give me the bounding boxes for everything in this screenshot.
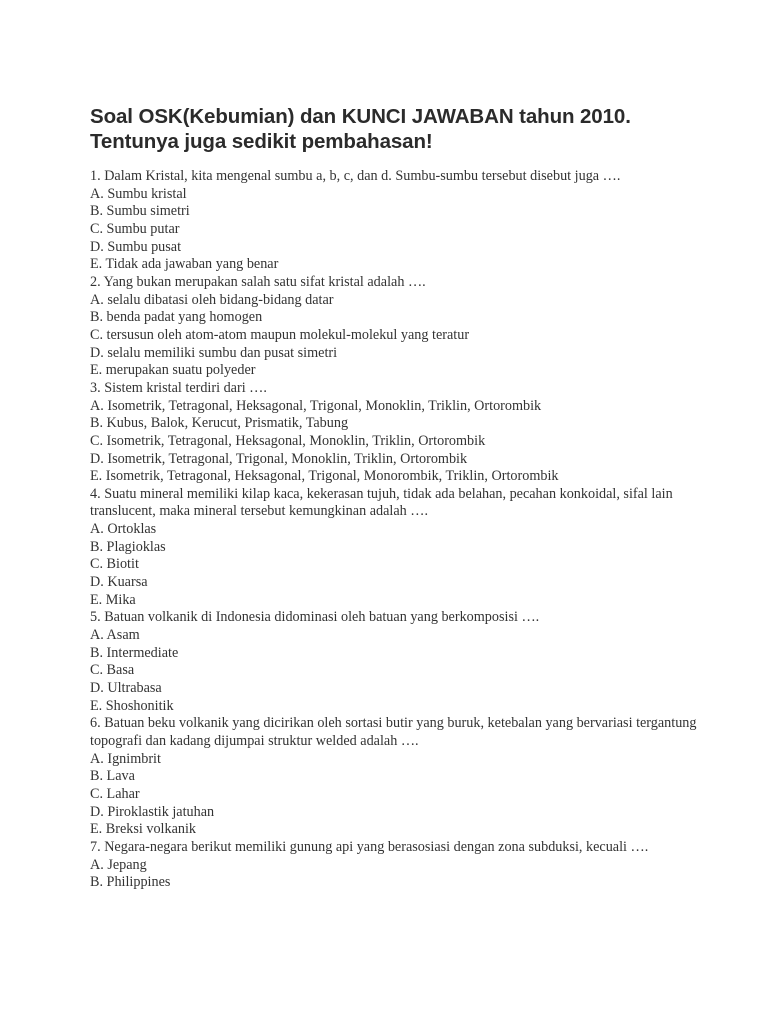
answer-option: E. Breksi volkanik (90, 821, 196, 838)
answer-options (90, 627, 728, 715)
answer-option: C. Lahar (90, 785, 140, 802)
answer-option: E. Shoshonitik (90, 697, 174, 714)
answer-option: A. Ignimbrit (90, 750, 161, 767)
question-text: 1. Dalam Kristal, kita mengenal sumbu a, b, c, dan d. Sumbu-sumbu tersebut disebut juga …. (90, 168, 621, 184)
title-line-1: Soal OSK(Kebumian) dan KUNCI JAWABAN tahun 2010. (90, 105, 631, 128)
answer-option: A. Isometrik, Tetragonal, Heksagonal, Trigonal, Monoklin, Triklin, Ortorombik (90, 397, 542, 414)
answer-option: B. Philippines (90, 874, 171, 891)
answer-option: E. Mika (90, 591, 136, 608)
question-5 (90, 609, 728, 715)
question-text: 5. Batuan volkanik di Indonesia didominasi oleh batuan yang berkomposisi …. (90, 609, 540, 626)
question-4 (90, 486, 728, 610)
answer-options (90, 398, 728, 486)
answer-option: D. Sumbu pusat (90, 238, 182, 255)
answer-options (90, 186, 728, 274)
answer-options (90, 292, 728, 380)
answer-option: B. Lava (90, 768, 135, 785)
question-7 (90, 839, 728, 892)
answer-option: C. tersusun oleh atom-atom maupun molekul-molekul yang teratur (90, 326, 470, 343)
answer-option: A. Ortoklas (90, 521, 157, 538)
question-2 (90, 274, 728, 380)
question-text: 7. Negara-negara berikut memiliki gunung api yang berasosiasi dengan zona subduksi, kecuali …. (90, 838, 649, 855)
answer-option: C. Isometrik, Tetragonal, Heksagonal, Monoklin, Triklin, Ortorombik (90, 432, 486, 449)
answer-option: C. Biotit (90, 556, 139, 573)
question-6 (90, 715, 728, 839)
question-list (90, 168, 728, 892)
answer-options (90, 751, 728, 839)
question-3 (90, 380, 728, 486)
answer-option: E. Isometrik, Tetragonal, Heksagonal, Trigonal, Monorombik, Triklin, Ortorombik (90, 468, 559, 485)
answer-option: A. Sumbu kristal (90, 185, 187, 202)
answer-option: C. Sumbu putar (90, 220, 180, 237)
answer-option: C. Basa (90, 662, 135, 679)
answer-option: A. Asam (90, 627, 140, 644)
answer-option: E. Tidak ada jawaban yang benar (90, 256, 279, 273)
answer-option: B. Plagioklas (90, 538, 166, 555)
answer-options (90, 857, 728, 892)
document-title (90, 104, 728, 154)
answer-option: D. Piroklastik jatuhan (90, 803, 215, 820)
question-1 (90, 168, 728, 274)
answer-option: D. Kuarsa (90, 574, 148, 591)
answer-option: D. selalu memiliki sumbu dan pusat simetri (90, 344, 338, 361)
answer-option: A. Jepang (90, 856, 147, 873)
question-text: 4. Suatu mineral memiliki kilap kaca, kekerasan tujuh, tidak ada belahan, pecahan konkoidal, sifal lain translucent, maka mineral tersebut kemungkinan adalah …. (90, 485, 673, 520)
answer-option: B. Sumbu simetri (90, 203, 190, 220)
answer-options (90, 521, 728, 609)
question-text: 2. Yang bukan merupakan salah satu sifat kristal adalah …. (90, 273, 426, 290)
answer-option: B. Intermediate (90, 644, 179, 661)
answer-option: E. merupakan suatu polyeder (90, 362, 256, 379)
title-line-2: Tentunya juga sedikit pembahasan! (90, 130, 433, 153)
question-text: 3. Sistem kristal terdiri dari …. (90, 379, 267, 396)
answer-option: D. Isometrik, Tetragonal, Trigonal, Monoklin, Triklin, Ortorombik (90, 450, 468, 467)
answer-option: B. benda padat yang homogen (90, 309, 263, 326)
answer-option: B. Kubus, Balok, Kerucut, Prismatik, Tabung (90, 415, 349, 432)
answer-option: A. selalu dibatasi oleh bidang-bidang datar (90, 291, 334, 308)
question-text: 6. Batuan beku volkanik yang dicirikan oleh sortasi butir yang buruk, ketebalan yang bervariasi tergantung topografi dan kadang dijumpai struktur welded adalah …. (90, 715, 697, 749)
answer-option: D. Ultrabasa (90, 680, 162, 697)
